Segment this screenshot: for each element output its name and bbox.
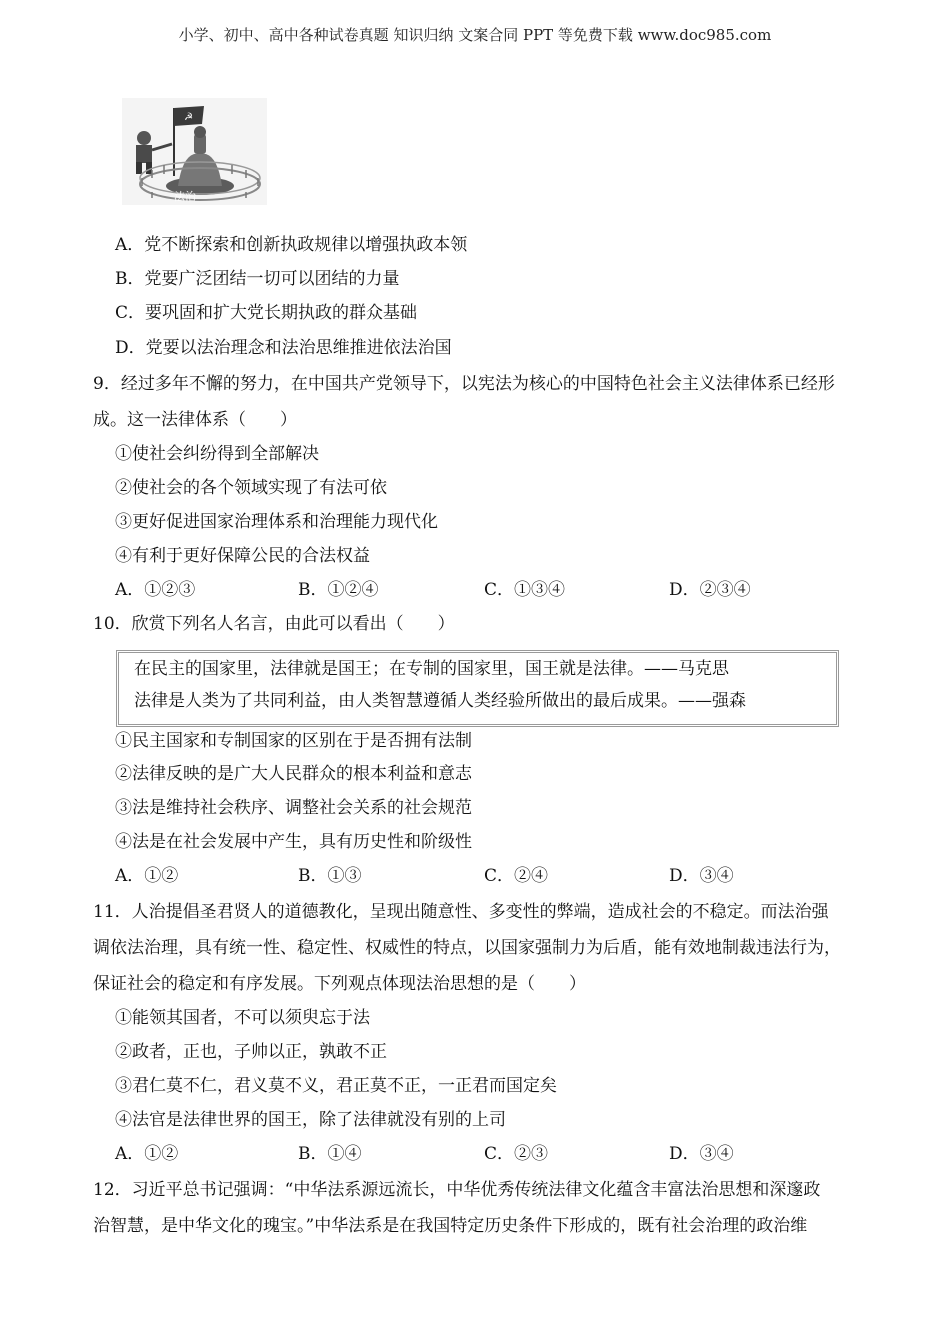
q8-option-b: B．党要广泛团结一切可以团结的力量	[115, 269, 400, 289]
q11-stem-line-3: 保证社会的稳定和有序发展。下列观点体现法治思想的是（ ）	[93, 974, 586, 994]
rule-of-law-illustration	[122, 98, 267, 205]
q11-choice-d: D．③④	[669, 1144, 734, 1164]
q10-choice-d: D．③④	[669, 866, 734, 886]
q11-item-1: ①能领其国者，不可以须臾忘于法	[115, 1008, 370, 1028]
q8-option-a: A．党不断探索和创新执政规律以增强执政本领	[115, 235, 468, 255]
q10-item-2: ②法律反映的是广大人民群众的根本利益和意志	[115, 764, 472, 784]
q10-choice-c: C．②④	[484, 866, 549, 886]
q9-stem-line-2: 成。这一法律体系（ ）	[93, 410, 297, 430]
q11-item-3: ③君仁莫不仁，君义莫不义，君正莫不正，一正君而国定矣	[115, 1076, 557, 1096]
q11-choice-c: C．②③	[484, 1144, 549, 1164]
q9-choice-a: A．①②③	[115, 580, 196, 600]
q11-choice-b: B．①④	[298, 1144, 362, 1164]
q11-item-2: ②政者，正也，子帅以正，孰敢不正	[115, 1042, 387, 1062]
q9-choice-c: C．①③④	[484, 580, 566, 600]
q12-stem-line-1: 12．习近平总书记强调：“中华法系源远流长，中华优秀传统法律文化蕴含丰富法治思想和深邃政	[93, 1180, 821, 1200]
q10-item-1: ①民主国家和专制国家的区别在于是否拥有法制	[115, 731, 472, 751]
q11-stem-line-1: 11．人治提倡圣君贤人的道德教化，呈现出随意性、多变性的弊端，造成社会的不稳定。而法治强	[93, 902, 829, 922]
svg-text:☭: ☭	[184, 112, 193, 123]
page-header: 小学、初中、高中各种试卷真题 知识归纳 文案合同 PPT 等免费下载 www.doc985.com	[178, 26, 772, 44]
quote-johnson: 法律是人类为了共同利益，由人类智慧遵循人类经验所做出的最后成果。——强森	[134, 691, 746, 711]
q9-item-4: ④有利于更好保障公民的合法权益	[115, 546, 370, 566]
q10-stem: 10．欣赏下列名人名言，由此可以看出（ ）	[93, 614, 455, 634]
quote-marx: 在民主的国家里，法律就是国王；在专制的国家里，国王就是法律。——马克思	[134, 659, 729, 679]
q11-stem-line-2: 调依法治理，具有统一性、稳定性、权威性的特点，以国家强制力为后盾，能有效地制裁违法行为，	[93, 938, 841, 958]
q11-choice-a: A．①②	[115, 1144, 179, 1164]
q9-item-1: ①使社会纠纷得到全部解决	[115, 444, 319, 464]
q8-option-c: C．要巩固和扩大党长期执政的群众基础	[115, 303, 418, 323]
seal-illustration-icon	[122, 98, 267, 205]
q10-choice-b: B．①③	[298, 866, 362, 886]
q9-choice-d: D．②③④	[669, 580, 751, 600]
q11-item-4: ④法官是法律世界的国王，除了法律就没有别的上司	[115, 1110, 506, 1130]
q12-stem-line-2: 治智慧，是中华文化的瑰宝。”中华法系是在我国特定历史条件下形成的，既有社会治理的政治维	[93, 1216, 808, 1236]
q10-choice-a: A．①②	[115, 866, 179, 886]
quote-box	[116, 650, 839, 727]
q10-item-3: ③法是维持社会秩序、调整社会关系的社会规范	[115, 798, 472, 818]
q9-item-3: ③更好促进国家治理体系和治理能力现代化	[115, 512, 438, 532]
q8-option-d: D．党要以法治理念和法治思维推进依法治国	[115, 338, 452, 358]
seal-label: 法治	[174, 190, 196, 203]
q9-choice-b: B．①②④	[298, 580, 379, 600]
q9-item-2: ②使社会的各个领域实现了有法可依	[115, 478, 387, 498]
q10-item-4: ④法是在社会发展中产生，具有历史性和阶级性	[115, 832, 472, 852]
q9-stem-line-1: 9．经过多年不懈的努力，在中国共产党领导下，以宪法为核心的中国特色社会主义法律体系已经形	[93, 374, 835, 394]
